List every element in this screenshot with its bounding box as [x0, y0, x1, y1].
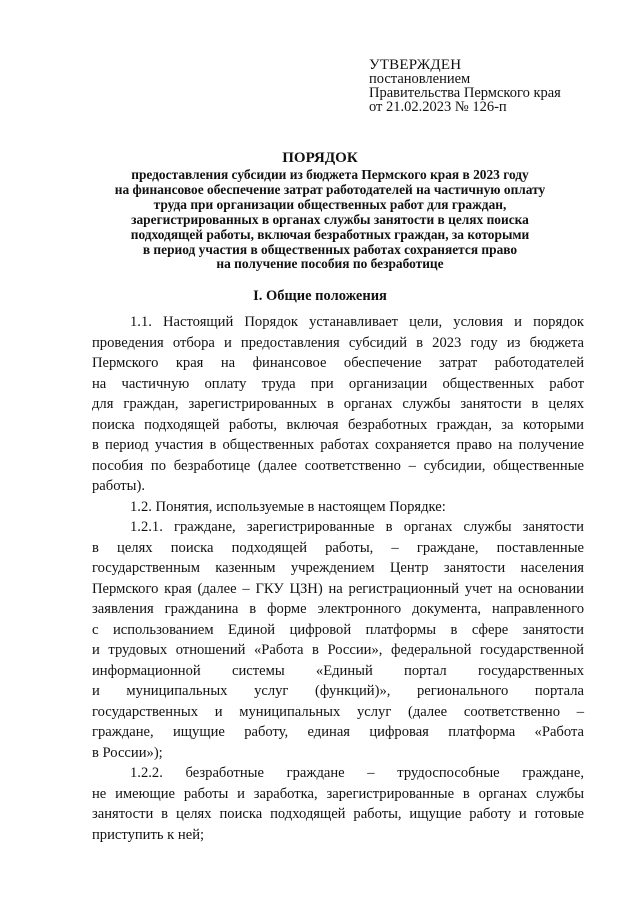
body-line: информационной системы «Единый портал государственных — [92, 662, 584, 679]
document-body — [92, 312, 584, 845]
body-line: Пермского края на финансовое обеспечение затрат работодателей — [92, 355, 584, 371]
approval-stamp-block — [369, 58, 561, 114]
body-line: с использованием Единой цифровой платформы в сфере занятости — [92, 621, 584, 638]
body-line: 1.2. Понятия, используемые в настоящем Порядке: — [130, 498, 446, 515]
section-heading: I. Общие положения — [253, 288, 387, 304]
approval-line: постановлением — [369, 71, 471, 87]
document-title: ПОРЯДОК — [282, 150, 358, 166]
body-line: государственным казенным учреждением Центр занятости населения — [92, 560, 584, 576]
subtitle-line: труда при организации общественных работ для граждан, — [153, 196, 507, 212]
body-line: занятости в целях поиска подходящей работы, ищущие работу и готовые — [92, 806, 584, 822]
body-line: на частичную оплату труда при организации общественных работ — [92, 375, 584, 392]
body-line: и муниципальных услуг (функций)», регионального портала — [92, 683, 584, 699]
body-line: в период участия в общественных работах сохраняется право на получение — [92, 437, 584, 453]
body-line: в целях поиска подходящей работы, – граждане, поставленные — [92, 539, 584, 556]
subtitle-line: в период участия в общественных работах сохраняется право — [142, 241, 518, 257]
body-line: пособия по безработице (далее соответственно – субсидии, общественные — [92, 457, 584, 474]
subtitle-line: подходящей работы, включая безработных граждан, за которыми — [130, 226, 530, 242]
body-line: для граждан, зарегистрированных в органах службы занятости в целях — [92, 396, 584, 412]
body-line: граждане, ищущие работу, единая цифровая платформа «Работа — [92, 724, 584, 740]
body-line: работы). — [92, 478, 145, 494]
body-line: заявления гражданина в форме электронного документа, направленного — [92, 601, 584, 617]
body-line: не имеющие работы и заработка, зарегистрированные в органах службы — [92, 785, 584, 802]
body-line: 1.2.1. граждане, зарегистрированные в органах службы занятости — [130, 519, 584, 535]
body-line: 1.1. Настоящий Порядок устанавливает цели, условия и порядок — [130, 314, 584, 330]
subtitle-line: на получение пособия по безработице — [216, 256, 444, 272]
body-line: поиска подходящей работы, включая безработных граждан, за которыми — [92, 416, 584, 433]
subtitle-line: предоставления субсидии из бюджета Пермского края в 2023 году — [131, 167, 529, 182]
body-line: и трудовых отношений «Работа в России», федеральной государственной — [92, 642, 584, 658]
subtitle-line: зарегистрированных в органах службы занятости в целях поиска — [131, 211, 529, 227]
body-line: приступить к ней; — [92, 826, 205, 843]
body-line: в России»); — [92, 744, 163, 761]
body-line: Пермского края (далее – ГКУ ЦЗН) на регистрационный учет на основании — [92, 580, 584, 597]
body-line: 1.2.2. безработные граждане – трудоспособные граждане, — [130, 765, 584, 781]
approval-line: от 21.02.2023 № 126-п — [369, 99, 507, 115]
approval-heading: УТВЕРЖДЕН — [369, 57, 462, 73]
approval-line: Правительства Пермского края — [369, 85, 561, 101]
subtitle-line: на финансовое обеспечение затрат работодателей на частичную оплату — [114, 181, 546, 197]
document-subtitle — [60, 168, 600, 272]
body-line: проведения отбора и предоставления субсидий в 2023 году из бюджета — [92, 334, 584, 351]
body-line: государственных и муниципальных услуг (далее соответственно – — [92, 703, 584, 720]
